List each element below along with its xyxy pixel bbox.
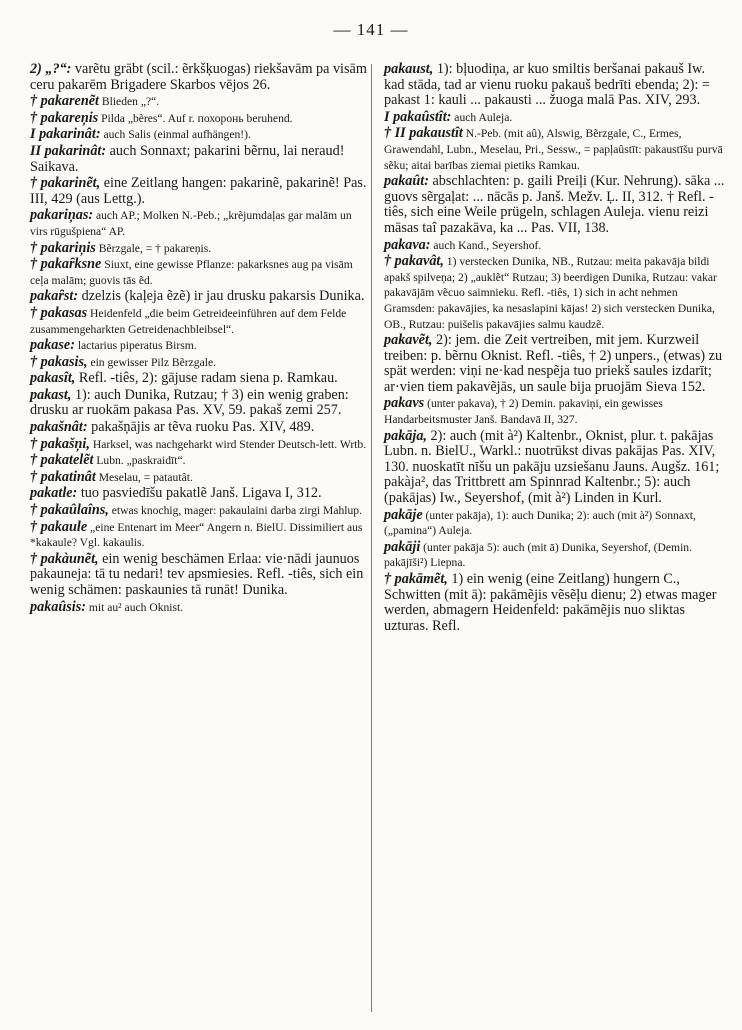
dictionary-entry: [30, 552, 370, 599]
dictionary-entry: [30, 306, 370, 337]
entry-headword: pakase:: [30, 337, 75, 354]
dictionary-entry: [384, 333, 728, 395]
entry-definition: Refl. -tiês, 2): gājuse radam siena p. Ramkau.: [75, 370, 338, 387]
dictionary-entry: [30, 371, 370, 387]
entry-definition: eine Zeitlang hangen: pakarinẽ, pakarinẽ! Pas. III, 429 (aus Lettg.).: [30, 175, 367, 207]
dictionary-entry: [384, 508, 728, 539]
right-column: [384, 62, 728, 635]
entry-headword: pakava:: [384, 236, 431, 253]
entry-definition: 2): auch (mit à²) Kaltenbr., Oknist, plur. t. pakājas Lubn. n. BielU., Warkl.: nuotrūkst divas pakājas Pas. XIV, 130. nuoskatīt nīšu un pakāju uzsiešanu Jauns. Augšz. 161; pakàja², das Trittbrett am Spinnrad Kaltenbr.; 5): auch (pakājas) Iw., Seyershof, (mit à²) Linden in Kurl.: [384, 427, 720, 507]
entry-headword: † pakàunẽt,: [30, 550, 99, 567]
entry-definition: pakašņājis ar tẽva ruoku Pas. XIV, 489.: [87, 419, 315, 436]
entry-source-note: Meselau, = patautât.: [95, 470, 193, 484]
left-column: [30, 62, 370, 616]
dictionary-entry: [30, 388, 370, 419]
entry-headword: † II pakaustît: [384, 125, 463, 142]
dictionary-entry: [384, 62, 728, 109]
dictionary-entry: [30, 437, 370, 453]
entry-headword: pakatle:: [30, 485, 78, 502]
entry-headword: † pakasis,: [30, 353, 88, 370]
entry-headword: pakariņas:: [30, 207, 94, 224]
dictionary-entry: [384, 572, 728, 634]
dictionary-entry: [30, 176, 370, 207]
entry-definition: ein wenig beschämen Erlaa: vie·nādi jaunuos pakauneja: tā tu nedari! tev apsmiesies. Refl. -tiês, sich ein wenig schämen: paskaunies tā runāt! Dunika.: [30, 550, 364, 598]
entry-headword: I pakaûstît:: [384, 108, 452, 125]
entry-definition: 1): bļuodiņa, ar kuo smiltis beršanai pakauš Iw. kad stāda, tad ar vienu ruoku pakauš bedrīti ebenda; 2): = pakast 1: kauli ... pakausti ... žuoga malā Pas. XIV, 293.: [384, 61, 710, 109]
entry-source-note: ein gewisser Pilz Bẽrzgale.: [87, 355, 217, 369]
entry-headword: pakaust,: [384, 61, 434, 77]
entry-source-note: lactarius piperatus Birsm.: [74, 339, 197, 353]
entry-headword: † pakaûlaîns,: [30, 502, 109, 519]
entry-headword: pakāja,: [384, 427, 427, 444]
entry-definition: auch Sonnaxt; pakarini bẽrnu, lai neraud! Saikava.: [30, 142, 345, 175]
entry-source-note: (unter pakāja), 1): auch Dunika; 2): auch (mit à²) Sonnaxt, („pamina“) Auleja.: [384, 508, 696, 538]
dictionary-entry: [30, 289, 370, 305]
entry-source-note: auch Auleja.: [451, 110, 513, 124]
entry-definition: 1) ein wenig (eine Zeitlang) hungern C., Schwitten (mit ā): pakāmẽjis vẽsẽļu dienu; 2) etwas mager werden, abmagern Heidenfeld: pakāmẽjis nuo sliktas uzturas. Refl.: [384, 571, 717, 634]
dictionary-entry: [384, 396, 728, 427]
dictionary-entry: [30, 420, 370, 436]
dictionary-entry: [30, 111, 370, 127]
entry-headword: I pakarinât:: [30, 126, 101, 143]
entry-headword: pakavẽt,: [384, 332, 433, 349]
entry-source-note: auch Kand., Seyershof.: [430, 238, 542, 252]
entry-definition: dzelzis (kaļeja ẽzẽ) ir jau drusku pakarsis Dunika.: [78, 288, 365, 305]
entry-source-note: 1) verstecken Dunika, NB., Rutzau: meita pakavāja bildi apakš spilveņa; 2) „auklẽt“ Rutzau; 3) beerdigen Dunika, Rutzau: vakar pakavājām vẽcuo saimnieku. Refl. -tiês, 1) sich in acht nehmen Gramsden: pakavājies, ka nesaslapini kājas! 2) sich verstecken Dunika, OB., Rutzau: puišelis pakavājies salmu kaudzẽ.: [384, 255, 717, 331]
entry-source-note: Heidenfeld „die beim Getreideeinführen auf dem Felde zusammengeharkten Getreidenachbleibsel“.: [30, 306, 347, 336]
entry-source-note: (unter pakāja 5): auch (mit ā) Dunika, Seyershof, (Demin. pakājīši²) Liepna.: [384, 540, 692, 570]
dictionary-entry: [384, 540, 728, 571]
entry-source-note: Harksel, was nachgeharkt wird Stender Deutsch-lett. Wrtb.: [89, 437, 367, 451]
entry-headword: † pakasas: [30, 304, 88, 321]
dictionary-entry: [384, 110, 728, 126]
entry-source-note: etwas knochig, mager: pakaulaini darba zirgi Mahlup.: [108, 504, 363, 518]
entry-headword: † pakavât,: [384, 253, 444, 270]
entry-headword: † pakareņis: [30, 109, 99, 126]
dictionary-entry: [384, 126, 728, 173]
entry-headword: † pakariņis: [30, 239, 96, 256]
entry-headword: † pakaule: [30, 518, 88, 535]
dictionary-entry: [384, 238, 728, 254]
entry-headword: pakāji: [384, 538, 421, 555]
entry-definition: tuo pasviedīšu pakatlẽ Janš. Ligava I, 312.: [77, 485, 322, 502]
entry-headword: † pakāmẽt,: [384, 571, 448, 587]
dictionary-entry: [30, 94, 370, 110]
column-divider: [371, 64, 372, 1012]
entry-source-note: auch AP.; Molken N.-Peb.; „krẽjumdaļas gar malām un virs rūgušpiena“ AP.: [30, 209, 352, 238]
dictionary-entry: [384, 429, 728, 507]
entry-headword: † pakarenẽt: [30, 93, 99, 110]
entry-headword: pakavs: [384, 395, 425, 412]
entry-source-note: „eine Entenart im Meer“ Angern n. BielU. Dissimiliert aus *kakaule? Vgl. kakaulis.: [30, 520, 363, 550]
entry-headword: II pakarinât:: [30, 142, 107, 159]
dictionary-entry: [30, 470, 370, 486]
entry-headword: pakaût:: [384, 173, 429, 190]
entry-definition: abschlachten: p. gaili Preiļi (Kur. Nehrung). sāka ... guovs sẽrgaļat: ... nācās p. Janš. Mežv. Ļ. II, 312. † Refl. -tiês, sich eine Weile prügeln, schlagen Auleja. vienu reizi māsas taî pazakāva, ka ... Pas. VII, 138.: [384, 173, 725, 236]
dictionary-entry: [30, 355, 370, 371]
entry-source-note: auch Salis (einmal aufhängen!).: [100, 128, 251, 142]
entry-headword: 2) „?“:: [30, 61, 72, 77]
entry-headword: pakāje: [384, 506, 423, 523]
dictionary-entry: [30, 144, 370, 175]
dictionary-entry: [30, 257, 370, 288]
entry-source-note: Siuxt, eine gewisse Pflanze: pakarksnes aug pa visām ceļa malām; guovis tās ẽd.: [30, 258, 353, 287]
entry-headword: † pakatelẽt: [30, 452, 94, 469]
entry-headword: † pakaȓksne: [30, 256, 102, 273]
entry-definition: 1): auch Dunika, Rutzau; † 3) ein wenig graben: drusku ar ruokām pakasa Pas. XV, 59. pakaš zemi 257.: [30, 386, 349, 419]
dictionary-entry: [30, 486, 370, 502]
dictionary-entry: [30, 453, 370, 469]
entry-source-note: Lubn. „paskraidīt“.: [93, 454, 186, 468]
dictionary-entry: [384, 174, 728, 236]
entry-source-note: N.-Peb. (mit aû), Alswig, Bẽrzgale, C., Ermes, Grawendahl, Lubn., Meselau, Pri., Sessw., = papļaûstīt: pakaustīšu purvā sẽku; aitai barības ziemai pietiks Ramkau.: [384, 127, 723, 172]
dictionary-entry: [30, 241, 370, 257]
entry-headword: pakaûsis:: [30, 598, 86, 615]
entry-headword: † pakašņi,: [30, 435, 90, 452]
entry-headword: pakašnât:: [30, 419, 88, 436]
entry-source-note: Pilda „bẽres“. Auf r. похоронь beruhend.: [98, 111, 293, 125]
entry-headword: pakasît,: [30, 370, 76, 387]
dictionary-entry: [30, 338, 370, 354]
dictionary-entry: [30, 62, 370, 93]
entry-source-note: (unter pakava), † 2) Demin. pakaviņi, ein gewisses Handarbeitsmuster Janš. Bandavā II, 327.: [384, 397, 663, 427]
entry-headword: † pakatinât: [30, 468, 96, 485]
entry-source-note: Bẽrzgale, = † pakareņis.: [95, 241, 212, 255]
entry-source-note: mit au² auch Oknist.: [85, 600, 184, 614]
page-number: — 141 —: [333, 20, 409, 39]
entry-headword: † pakarinẽt,: [30, 175, 101, 192]
dictionary-entry: [30, 600, 370, 616]
dictionary-entry: [30, 127, 370, 143]
dictionary-entry: [384, 254, 728, 332]
entry-definition: 2): jem. die Zeit vertreiben, mit jem. Kurzweil treiben: p. bẽrnu Oknist. Refl. -tiês, † 2) unpers., (etwas) zu spät werden: viņi ne·kad nespẽja tuo priekš saules izdarīt; ar·vien tiem pakavẽjās, un saule bija pruojām Sieva 152.: [384, 332, 723, 395]
dictionary-entry: [30, 208, 370, 239]
dictionary-entry: [30, 503, 370, 519]
entry-source-note: Blieden „?“.: [98, 95, 160, 109]
entry-headword: pakaȓst:: [30, 288, 79, 305]
entry-definition: varẽtu grābt (scil.: ẽrkšķuogas) riekšavām pa visām ceru pakarēm Brigadere Skarbos vējos 26.: [30, 61, 367, 93]
dictionary-entry: [30, 520, 370, 551]
entry-headword: pakast,: [30, 386, 72, 403]
